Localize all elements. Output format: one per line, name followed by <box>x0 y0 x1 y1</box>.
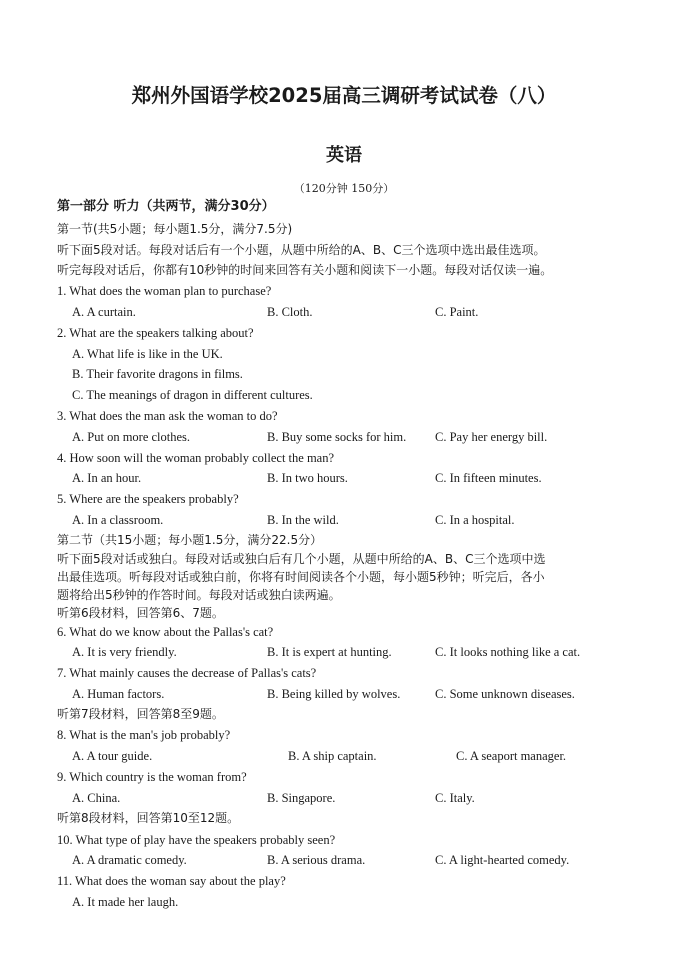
question-3-option-a: A. Put on more clothes. <box>72 430 191 444</box>
question-4-option-a: A. In an hour. <box>72 471 142 485</box>
question-1-option-a: A. A curtain. <box>72 305 136 319</box>
question-11-stem: 11. What does the woman say about the play? <box>57 874 286 888</box>
question-2-option-c: C. The meanings of dragon in different cultures. <box>72 388 313 402</box>
question-6-option-a: A. It is very friendly. <box>72 645 177 659</box>
section1-instruction-2: 听完每段对话后，你都有10秒钟的时间来回答有关小题和阅读下一小题。每段对话仅读一遍。 <box>57 263 553 277</box>
section1-heading: 第一节(共5小题；每小题1.5分，满分7.5分) <box>57 222 293 236</box>
time-score-note: （120分钟 150分） <box>293 182 395 195</box>
question-6-option-b: B. It is expert at hunting. <box>267 645 392 659</box>
section2-instruction-2: 出最佳选项。听每段对话或独白前，你将有时间阅读各个小题，每小题5秒钟；听完后，各小 <box>57 570 545 584</box>
material-8-instruction: 听第8段材料，回答第10至12题。 <box>57 811 240 825</box>
question-2-option-a: A. What life is like in the UK. <box>72 347 223 361</box>
part1-heading: 第一部分 听力（共两节，满分30分） <box>57 199 275 214</box>
question-7-option-c: C. Some unknown diseases. <box>435 687 575 701</box>
question-8-option-b: B. A ship captain. <box>288 749 377 763</box>
question-10-option-b: B. A serious drama. <box>267 853 366 867</box>
question-5-stem: 5. Where are the speakers probably? <box>57 492 239 506</box>
question-10-stem: 10. What type of play have the speakers probably seen? <box>57 833 336 847</box>
question-9-option-c: C. Italy. <box>435 791 475 805</box>
question-3-option-b: B. Buy some socks for him. <box>267 430 407 444</box>
exam-title: 郑州外国语学校2025届高三调研考试试卷（八） <box>131 84 557 107</box>
question-8-stem: 8. What is the man's job probably? <box>57 728 231 742</box>
subject-title: 英语 <box>326 145 362 166</box>
question-8-option-a: A. A tour guide. <box>72 749 153 763</box>
question-10-option-a: A. A dramatic comedy. <box>72 853 187 867</box>
question-11-option-a: A. It made her laugh. <box>72 895 179 909</box>
question-7-option-b: B. Being killed by wolves. <box>267 687 401 701</box>
question-10-option-c: C. A light-hearted comedy. <box>435 853 570 867</box>
question-4-option-c: C. In fifteen minutes. <box>435 471 542 485</box>
question-1-option-c: C. Paint. <box>435 305 479 319</box>
question-2-option-b: B. Their favorite dragons in films. <box>72 367 243 381</box>
question-5-option-b: B. In the wild. <box>267 513 339 527</box>
question-7-stem: 7. What mainly causes the decrease of Pallas's cats? <box>57 666 317 680</box>
question-4-stem: 4. How soon will the woman probably collect the man? <box>57 451 335 465</box>
question-1-stem: 1. What does the woman plan to purchase? <box>57 284 272 298</box>
section2-instruction-1: 听下面5段对话或独白。每段对话或独白后有几个小题，从题中所给的A、B、C三个选项中选 <box>57 552 546 566</box>
question-3-stem: 3. What does the man ask the woman to do? <box>57 409 278 423</box>
question-6-option-c: C. It looks nothing like a cat. <box>435 645 581 659</box>
section2-instruction-3: 题将给出5秒钟的作答时间。每段对话或独白读两遍。 <box>57 588 341 602</box>
question-1-option-b: B. Cloth. <box>267 305 313 319</box>
section2-heading: 第二节（共15小题；每小题1.5分，满分22.5分） <box>57 533 323 547</box>
question-7-option-a: A. Human factors. <box>72 687 165 701</box>
question-8-option-c: C. A seaport manager. <box>456 749 567 763</box>
question-9-option-a: A. China. <box>72 791 121 805</box>
section1-instruction-1: 听下面5段对话。每段对话后有一个小题，从题中所给的A、B、C三个选项中选出最佳选项。 <box>57 243 546 257</box>
material-7-instruction: 听第7段材料，回答第8至9题。 <box>57 707 224 721</box>
question-9-option-b: B. Singapore. <box>267 791 336 805</box>
question-5-option-c: C. In a hospital. <box>435 513 515 527</box>
question-4-option-b: B. In two hours. <box>267 471 348 485</box>
question-6-stem: 6. What do we know about the Pallas's cat? <box>57 625 274 639</box>
question-2-stem: 2. What are the speakers talking about? <box>57 326 254 340</box>
question-9-stem: 9. Which country is the woman from? <box>57 770 247 784</box>
question-3-option-c: C. Pay her energy bill. <box>435 430 548 444</box>
question-5-option-a: A. In a classroom. <box>72 513 164 527</box>
material-6-instruction: 听第6段材料，回答第6、7题。 <box>57 606 224 620</box>
